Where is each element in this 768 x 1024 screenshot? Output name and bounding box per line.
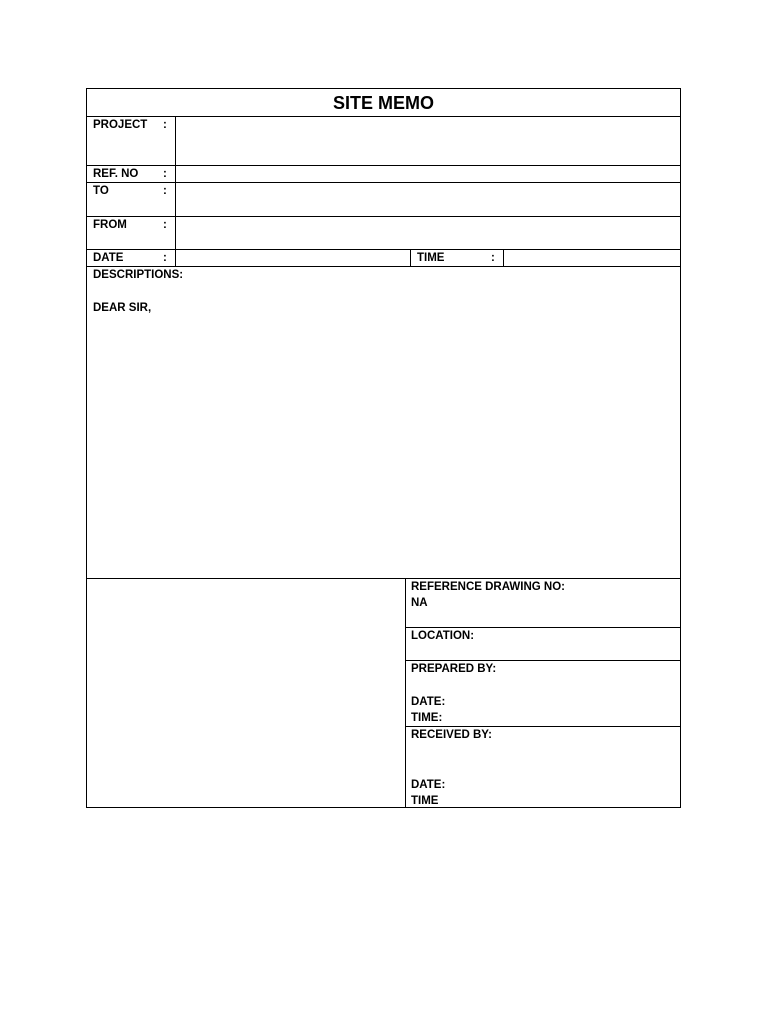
project-label: PROJECT bbox=[93, 119, 148, 131]
location-label: LOCATION: bbox=[411, 630, 475, 642]
descriptions-label: DESCRIPTIONS: bbox=[93, 269, 184, 281]
divider bbox=[405, 726, 680, 727]
reference-drawing-label: REFERENCE DRAWING NO: bbox=[411, 581, 565, 593]
divider bbox=[405, 627, 680, 628]
memo-title: SITE MEMO bbox=[332, 93, 434, 113]
time-field[interactable] bbox=[504, 250, 680, 266]
reference-drawing-value: NA bbox=[411, 597, 428, 609]
site-memo-form bbox=[86, 88, 681, 808]
prepared-by-label: PREPARED BY: bbox=[411, 663, 497, 675]
received-by-label: RECEIVED BY: bbox=[411, 729, 492, 741]
descriptions-area[interactable] bbox=[87, 317, 680, 577]
to-label: TO bbox=[93, 185, 109, 197]
date-field[interactable] bbox=[176, 250, 410, 266]
divider bbox=[405, 660, 680, 661]
date-colon: : bbox=[163, 252, 167, 264]
ref-no-label: REF. NO bbox=[93, 168, 139, 180]
ref-no-field[interactable] bbox=[176, 166, 680, 182]
remarks-area[interactable] bbox=[87, 579, 405, 807]
prepared-time-label: TIME: bbox=[411, 712, 443, 724]
to-field[interactable] bbox=[176, 183, 680, 216]
date-label: DATE bbox=[93, 252, 124, 264]
to-colon: : bbox=[163, 185, 167, 197]
prepared-date-label: DATE: bbox=[411, 696, 446, 708]
received-time-label: TIME bbox=[411, 795, 439, 807]
from-colon: : bbox=[163, 219, 167, 231]
project-field[interactable] bbox=[176, 117, 680, 165]
divider bbox=[405, 578, 406, 807]
time-colon: : bbox=[491, 252, 495, 264]
project-colon: : bbox=[163, 119, 167, 131]
from-label: FROM bbox=[93, 219, 127, 231]
divider bbox=[410, 249, 411, 266]
salutation-text: DEAR SIR, bbox=[93, 302, 152, 314]
divider bbox=[87, 266, 680, 267]
from-field[interactable] bbox=[176, 217, 680, 249]
ref-no-colon: : bbox=[163, 168, 167, 180]
received-date-label: DATE: bbox=[411, 779, 446, 791]
time-label: TIME bbox=[417, 252, 445, 264]
